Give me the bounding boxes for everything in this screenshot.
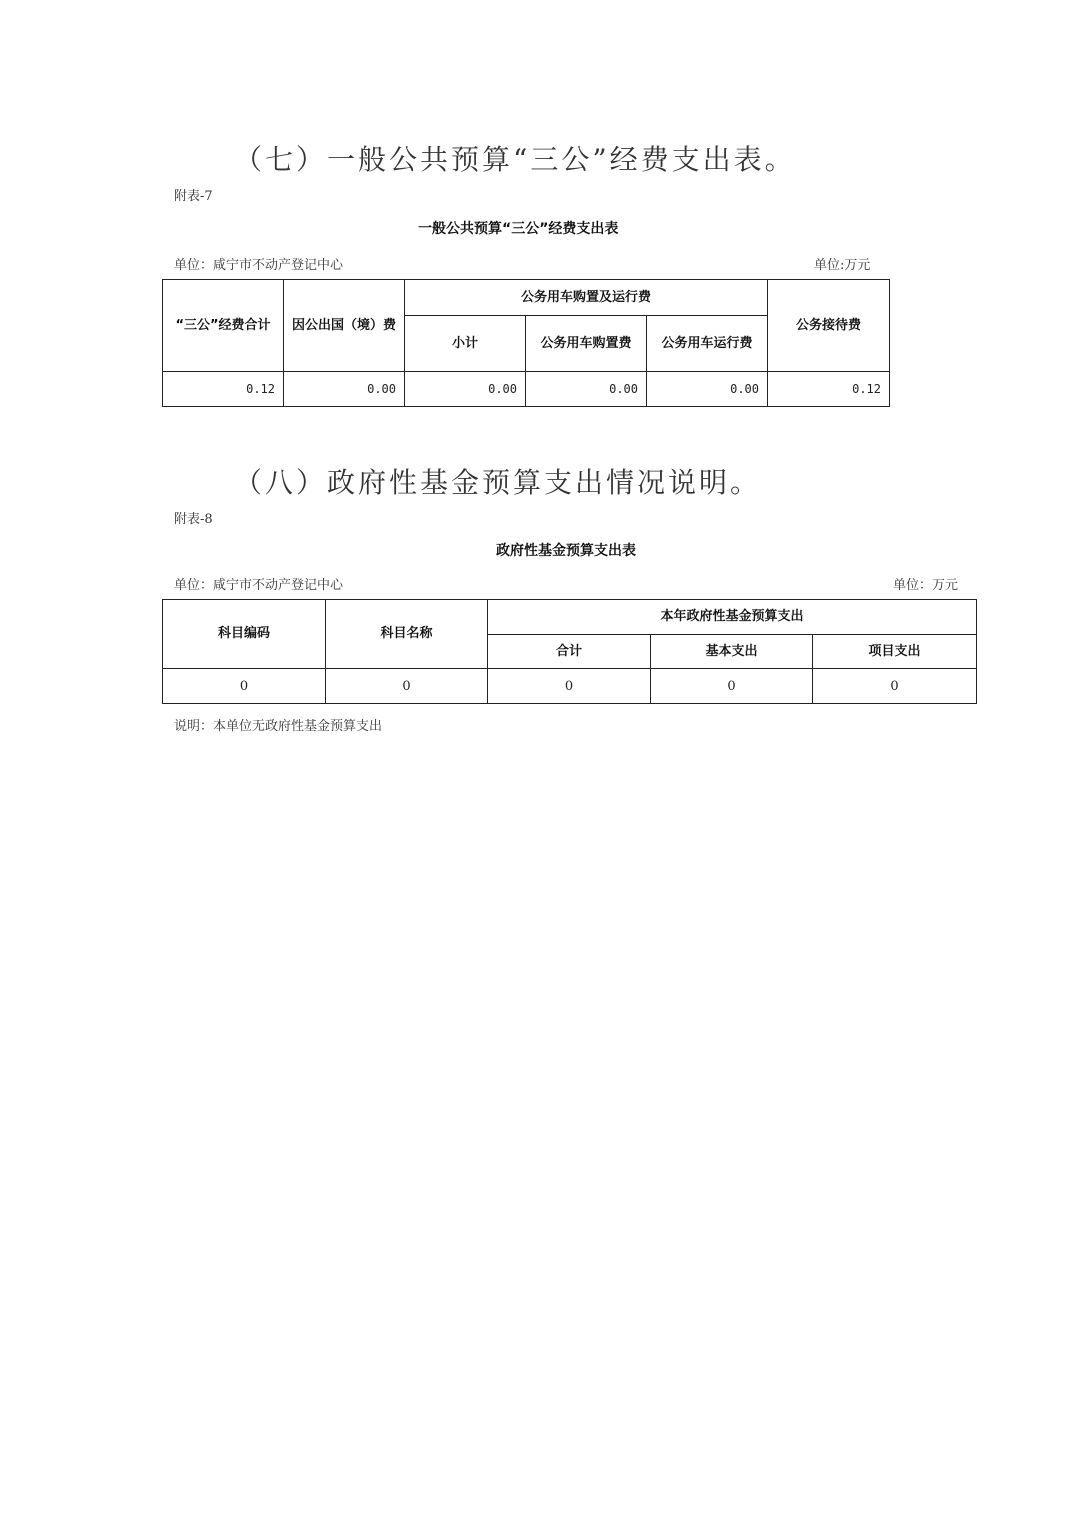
- unit-organization-8: 单位：咸宁市不动产登记中心: [174, 578, 344, 593]
- header-vehicle-operation: 公务用车运行费: [647, 316, 768, 372]
- unit-currency-7: 单位:万元: [814, 258, 871, 273]
- attachment-label-8: 附表-8: [174, 512, 213, 527]
- table-row: [163, 669, 977, 704]
- cell-reception: 0.12: [768, 372, 890, 407]
- cell-name: 0: [326, 669, 488, 704]
- section-7-heading: （七）一般公共预算“三公”经费支出表。: [234, 143, 796, 176]
- header-total: “三公”经费合计: [163, 280, 284, 372]
- cell-code: 0: [163, 669, 326, 704]
- government-fund-table-title: 政府性基金预算支出表: [496, 543, 636, 559]
- header-code: 科目编码: [163, 600, 326, 669]
- header-reception: 公务接待费: [768, 280, 890, 372]
- header-name: 科目名称: [326, 600, 488, 669]
- header-fund-group: 本年政府性基金预算支出: [488, 600, 977, 635]
- fund-note: 说明：本单位无政府性基金预算支出: [174, 719, 383, 734]
- three-public-expense-table: [162, 279, 890, 407]
- header-fund-total: 合计: [488, 635, 651, 669]
- cell-subtotal: 0.00: [405, 372, 526, 407]
- attachment-label-7: 附表-7: [174, 189, 213, 204]
- cell-total: 0.12: [163, 372, 284, 407]
- unit-currency-8: 单位：万元: [893, 578, 959, 593]
- header-subtotal: 小计: [405, 316, 526, 372]
- cell-abroad: 0.00: [284, 372, 405, 407]
- section-8-heading: （八）政府性基金预算支出情况说明。: [234, 466, 762, 499]
- header-vehicle-purchase: 公务用车购置费: [526, 316, 647, 372]
- cell-vehicle-operation: 0.00: [647, 372, 768, 407]
- header-basic: 基本支出: [651, 635, 813, 669]
- cell-project: 0: [813, 669, 977, 704]
- unit-organization-7: 单位：咸宁市不动产登记中心: [174, 258, 344, 273]
- header-vehicle-group: 公务用车购置及运行费: [405, 280, 768, 316]
- header-abroad: 因公出国（境）费: [284, 280, 405, 372]
- cell-vehicle-purchase: 0.00: [526, 372, 647, 407]
- government-fund-table: [162, 599, 977, 704]
- table-row: [163, 372, 890, 407]
- header-project: 项目支出: [813, 635, 977, 669]
- cell-fund-total: 0: [488, 669, 651, 704]
- three-public-expense-table-title: 一般公共预算“三公”经费支出表: [418, 221, 619, 237]
- cell-basic: 0: [651, 669, 813, 704]
